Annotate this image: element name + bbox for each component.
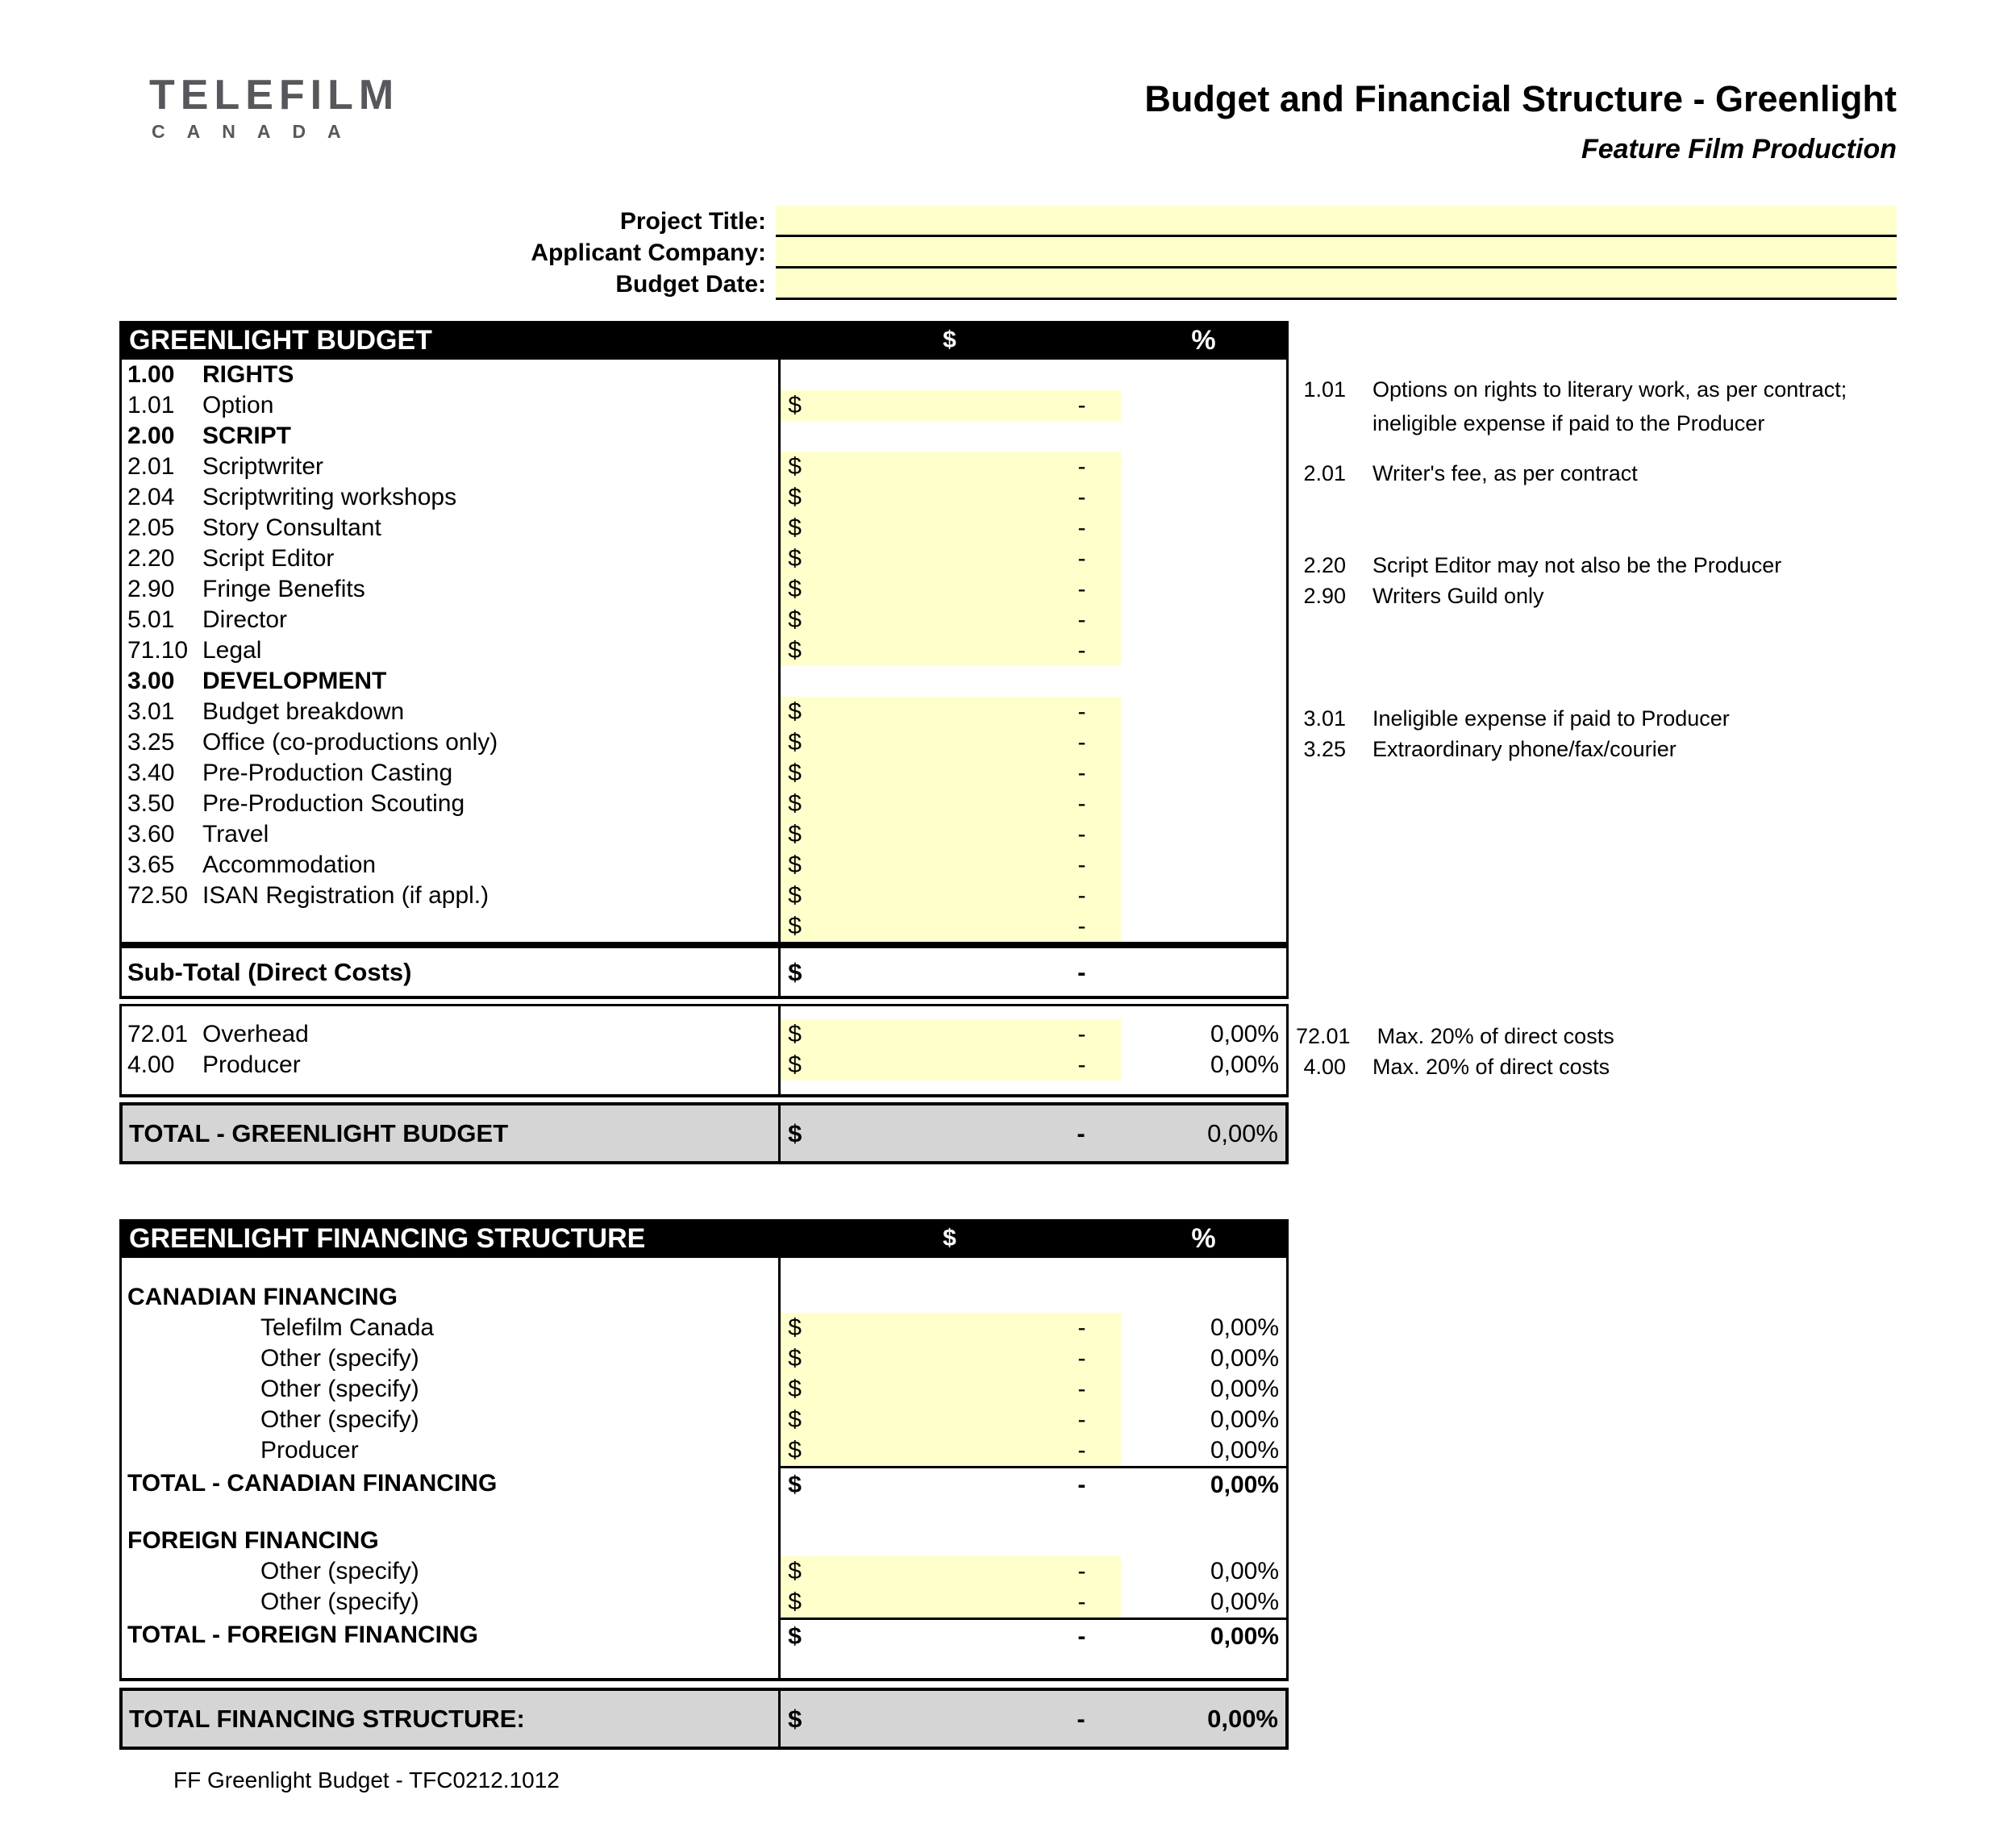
- applicant-company-input[interactable]: [776, 237, 1897, 269]
- line-description: Scriptwriter: [202, 453, 324, 480]
- line-description: Overhead: [202, 1021, 309, 1047]
- line-number: 3.65: [127, 851, 175, 878]
- line-number: 3.60: [127, 821, 175, 847]
- column-divider: [778, 360, 781, 942]
- percent-cell: [1121, 421, 1286, 452]
- dollar-sign: $: [788, 1704, 802, 1733]
- dollar-sign: $: [788, 1376, 802, 1402]
- table-row: [122, 635, 1286, 666]
- amount-input[interactable]: [779, 1587, 1121, 1618]
- table-row: [122, 1019, 1286, 1050]
- percent-cell: [1121, 727, 1286, 758]
- line-description: Travel: [202, 821, 269, 847]
- table-row: [122, 881, 1286, 911]
- dollar-sign: $: [788, 1437, 802, 1464]
- amount-input[interactable]: [779, 697, 1121, 727]
- percent-value: 0,00%: [1210, 1406, 1280, 1433]
- line-description: Budget breakdown: [202, 698, 405, 725]
- table-row: [122, 1374, 1286, 1405]
- dollar-sign: $: [788, 637, 802, 664]
- line-number: 2.01: [127, 453, 175, 480]
- dollar-sign: $: [788, 957, 802, 986]
- amount-input[interactable]: [779, 390, 1121, 421]
- empty-amount-dash: -: [1077, 1588, 1086, 1615]
- amount-input[interactable]: [779, 1435, 1121, 1466]
- dollar-sign: $: [788, 514, 802, 541]
- table-row: [122, 360, 1286, 390]
- dollar-sign: $: [788, 1021, 802, 1047]
- amount-input[interactable]: [779, 1313, 1121, 1343]
- note: [1296, 456, 1638, 490]
- line-number: 72.01: [127, 1021, 189, 1047]
- line-description: Office (co-productions only): [202, 729, 498, 756]
- line-number: 3.25: [127, 729, 175, 756]
- note-number: 2.20: [1303, 553, 1346, 577]
- note-text: Max. 20% of direct costs: [1377, 1024, 1614, 1048]
- line-description: Other (specify): [260, 1376, 419, 1402]
- empty-amount-dash: -: [1077, 514, 1086, 541]
- empty-amount-dash: -: [1077, 1471, 1086, 1498]
- line-description: Pre-Production Casting: [202, 760, 453, 786]
- dollar-sign: $: [788, 882, 802, 909]
- line-number: 2.00: [127, 423, 175, 449]
- line-number: 2.05: [127, 514, 175, 541]
- overhead-producer-section: [119, 1004, 1289, 1097]
- total-canadian-financing-row: TOTAL - CANADIAN FINANCING $ - 0,00%: [122, 1466, 1286, 1501]
- table-row: [122, 513, 1286, 543]
- percent-cell: [1121, 881, 1286, 911]
- line-description: SCRIPT: [202, 423, 292, 449]
- budget-date-label: Budget Date:: [615, 270, 766, 298]
- percent-cell: [1121, 666, 1286, 697]
- empty-amount-dash: -: [1077, 1051, 1086, 1078]
- amount-input[interactable]: [779, 543, 1121, 574]
- subtotal-label: Sub-Total (Direct Costs): [127, 957, 412, 986]
- note: [1296, 373, 1847, 440]
- amount-cell: [779, 666, 1121, 697]
- logo-wordmark: TELEFILM: [149, 72, 400, 119]
- note: [1296, 732, 1677, 766]
- table-row: [122, 390, 1286, 421]
- empty-amount-dash: -: [1077, 1622, 1086, 1650]
- note-number: 2.01: [1303, 461, 1346, 485]
- percent-value: 0,00%: [1210, 1558, 1280, 1584]
- table-row: [122, 666, 1286, 697]
- empty-amount-dash: -: [1077, 882, 1086, 909]
- project-meta-fields: [0, 206, 1897, 300]
- empty-amount-dash: -: [1077, 1704, 1085, 1733]
- empty-amount-dash: -: [1077, 729, 1086, 756]
- line-number: 4.00: [127, 1051, 175, 1078]
- line-description: Option: [202, 392, 274, 418]
- line-description: Producer: [260, 1437, 359, 1464]
- percent-cell: [1121, 789, 1286, 819]
- dollar-column-header: $: [943, 327, 956, 353]
- subtotal-row: [119, 945, 1289, 999]
- budget-table: [119, 321, 1289, 1164]
- amount-input[interactable]: [779, 1556, 1121, 1587]
- percent-cell: [1121, 360, 1286, 390]
- table-row: [122, 421, 1286, 452]
- line-description: Fringe Benefits: [202, 576, 365, 602]
- note-number: 3.25: [1303, 737, 1346, 761]
- line-number: 3.01: [127, 698, 175, 725]
- note: [1296, 548, 1781, 582]
- table-row: [122, 482, 1286, 513]
- note-text: Options on rights to literary work, as per contract; ineligible expense if paid to the Producer: [1372, 377, 1847, 435]
- empty-amount-dash: -: [1077, 576, 1086, 602]
- table-row: [122, 1050, 1286, 1080]
- table-row: [122, 605, 1286, 635]
- note-number: 72.01: [1296, 1024, 1351, 1048]
- empty-amount-dash: -: [1077, 1437, 1086, 1464]
- empty-amount-dash: -: [1077, 392, 1086, 418]
- table-row: [122, 1405, 1286, 1435]
- total-label: TOTAL - GREENLIGHT BUDGET: [129, 1118, 509, 1147]
- empty-amount-dash: -: [1077, 851, 1086, 878]
- note-text: Writers Guild only: [1372, 584, 1544, 608]
- project-title-input[interactable]: [776, 206, 1897, 237]
- budget-table-title: GREENLIGHT BUDGET: [129, 324, 432, 356]
- amount-input[interactable]: [779, 452, 1121, 482]
- amount-input[interactable]: [779, 819, 1121, 850]
- amount-input[interactable]: [779, 574, 1121, 605]
- note: [1296, 579, 1544, 613]
- line-description: Accommodation: [202, 851, 377, 878]
- note-text: Script Editor may not also be the Producer: [1372, 553, 1782, 577]
- line-description: RIGHTS: [202, 361, 294, 388]
- total-amount-cell: [779, 1105, 1121, 1161]
- column-divider: [778, 1691, 781, 1747]
- percent-value: 0,00%: [1121, 1466, 1286, 1501]
- dollar-sign: $: [788, 1118, 802, 1147]
- logo-subtext: CANADA: [152, 121, 363, 142]
- dollar-sign: $: [788, 1471, 802, 1498]
- total-financing-structure-row: [119, 1688, 1289, 1750]
- empty-amount-dash: -: [1077, 545, 1086, 572]
- line-description: Producer: [202, 1051, 301, 1078]
- percent-value: 0,00%: [1210, 1314, 1280, 1341]
- line-description: ISAN Registration (if appl.): [202, 882, 489, 909]
- empty-amount-dash: -: [1077, 1345, 1086, 1372]
- line-number: 2.04: [127, 484, 175, 510]
- amount-input[interactable]: [779, 635, 1121, 666]
- percent-cell: [1121, 543, 1286, 574]
- line-description: Other (specify): [260, 1345, 419, 1372]
- financing-table-body: [119, 1258, 1289, 1681]
- note-text: Max. 20% of direct costs: [1372, 1055, 1610, 1079]
- amount-input[interactable]: [779, 1019, 1121, 1050]
- note-text: Ineligible expense if paid to Producer: [1372, 706, 1730, 731]
- line-number: 3.50: [127, 790, 175, 817]
- note: [1296, 1019, 1614, 1053]
- dollar-sign: $: [788, 913, 802, 939]
- dollar-sign: $: [788, 1051, 802, 1078]
- foreign-financing-heading: FOREIGN FINANCING: [127, 1527, 379, 1554]
- table-row: [122, 1343, 1286, 1374]
- table-row: [122, 543, 1286, 574]
- subtotal-amount-cell: [779, 948, 1121, 996]
- note: [1296, 702, 1730, 735]
- financing-table: [119, 1219, 1289, 1750]
- table-row: [122, 758, 1286, 789]
- line-number: 3.00: [127, 668, 175, 694]
- line-number: 3.40: [127, 760, 175, 786]
- amount-input[interactable]: [779, 605, 1121, 635]
- percent-value: 0,00%: [1210, 1437, 1280, 1464]
- line-number: 1.00: [127, 361, 175, 388]
- percent-value: 0,00%: [1210, 1588, 1280, 1615]
- line-number: 1.01: [127, 392, 175, 418]
- line-number: 2.90: [127, 576, 175, 602]
- percent-cell: [1121, 948, 1286, 996]
- percent-value: 0,00%: [1210, 1021, 1280, 1047]
- empty-amount-dash: -: [1077, 1021, 1086, 1047]
- note-number: 4.00: [1303, 1055, 1346, 1079]
- dollar-sign: $: [788, 760, 802, 786]
- total-amount-cell: [779, 1466, 1121, 1501]
- empty-amount-dash: -: [1077, 821, 1086, 847]
- project-title-label: Project Title:: [619, 207, 766, 235]
- percent-cell: [1121, 390, 1286, 421]
- spacer-row: [122, 1006, 1286, 1019]
- percent-value: 0,00%: [1207, 1704, 1278, 1733]
- dollar-sign: $: [788, 1588, 802, 1615]
- dollar-sign: $: [788, 821, 802, 847]
- total-foreign-financing-row: TOTAL - FOREIGN FINANCING $ - 0,00%: [122, 1618, 1286, 1653]
- budget-date-row: [0, 269, 1897, 300]
- line-number: 2.20: [127, 545, 175, 572]
- line-number: 72.50: [127, 882, 189, 909]
- empty-amount-dash: -: [1077, 913, 1086, 939]
- note-number: 3.01: [1303, 706, 1346, 731]
- spacer-row: [122, 1501, 1286, 1526]
- note-text: Extraordinary phone/fax/courier: [1372, 737, 1677, 761]
- table-row: [122, 1313, 1286, 1343]
- amount-input[interactable]: [779, 1405, 1121, 1435]
- amount-input[interactable]: [779, 881, 1121, 911]
- amount-input[interactable]: [779, 1343, 1121, 1374]
- financing-table-header: [119, 1219, 1289, 1258]
- total-greenlight-budget-row: [119, 1102, 1289, 1164]
- dollar-sign: $: [788, 1345, 802, 1372]
- column-divider: [778, 1258, 781, 1678]
- financing-table-title: GREENLIGHT FINANCING STRUCTURE: [129, 1222, 646, 1254]
- column-divider: [778, 1105, 781, 1161]
- table-row: [122, 574, 1286, 605]
- note-number: 2.90: [1303, 584, 1346, 608]
- dollar-sign: $: [788, 1622, 802, 1650]
- line-number: 71.10: [127, 637, 189, 664]
- table-row: [122, 1556, 1286, 1587]
- percent-column-header: %: [1191, 1222, 1216, 1254]
- line-description: Other (specify): [260, 1406, 419, 1433]
- percent-value: 0,00%: [1210, 1345, 1280, 1372]
- budget-table-header: [119, 321, 1289, 360]
- spacer-row: [122, 1258, 1286, 1282]
- line-description: Pre-Production Scouting: [202, 790, 465, 817]
- percent-value: 0,00%: [1210, 1051, 1280, 1078]
- line-description: Scriptwriting workshops: [202, 484, 457, 510]
- note-number: 1.01: [1303, 377, 1346, 402]
- empty-amount-dash: -: [1077, 1376, 1086, 1402]
- amount-input[interactable]: [779, 850, 1121, 881]
- applicant-company-row: [0, 237, 1897, 269]
- amount-input[interactable]: [779, 1374, 1121, 1405]
- empty-amount-dash: -: [1077, 606, 1086, 633]
- percent-value: 0,00%: [1121, 1618, 1286, 1653]
- dollar-sign: $: [788, 851, 802, 878]
- line-description: Story Consultant: [202, 514, 381, 541]
- empty-amount-dash: -: [1077, 484, 1086, 510]
- dollar-sign: $: [788, 545, 802, 572]
- project-title-row: [0, 206, 1897, 237]
- dollar-sign: $: [788, 1406, 802, 1433]
- dollar-sign: $: [788, 392, 802, 418]
- line-description: Telefilm Canada: [260, 1314, 435, 1341]
- line-description: Director: [202, 606, 288, 633]
- amount-cell: [779, 360, 1121, 390]
- amount-input[interactable]: [779, 482, 1121, 513]
- amount-input[interactable]: [779, 758, 1121, 789]
- percent-column-header: %: [1191, 324, 1216, 356]
- table-row: [122, 452, 1286, 482]
- total-label: TOTAL FINANCING STRUCTURE:: [129, 1704, 525, 1733]
- table-row: [122, 1587, 1286, 1618]
- amount-cell: [779, 421, 1121, 452]
- table-row: [122, 1435, 1286, 1466]
- percent-value: 0,00%: [1210, 1376, 1280, 1402]
- empty-amount-dash: -: [1077, 957, 1086, 986]
- page-subtitle: Feature Film Production: [1581, 133, 1897, 164]
- percent-cell: [1121, 758, 1286, 789]
- line-description: Legal: [202, 637, 262, 664]
- total-amount-cell: [779, 1691, 1121, 1747]
- amount-input[interactable]: [779, 1050, 1121, 1080]
- dollar-sign: $: [788, 1314, 802, 1341]
- empty-amount-dash: -: [1077, 1314, 1086, 1341]
- percent-cell: [1121, 635, 1286, 666]
- page-title: Budget and Financial Structure - Greenlight: [1144, 78, 1897, 119]
- note: [1296, 1050, 1610, 1084]
- dollar-sign: $: [788, 453, 802, 480]
- empty-amount-dash: -: [1077, 698, 1086, 725]
- amount-input[interactable]: [779, 911, 1121, 942]
- percent-cell: [1121, 850, 1286, 881]
- empty-amount-dash: -: [1077, 790, 1086, 817]
- percent-cell: [1121, 697, 1286, 727]
- applicant-company-label: Applicant Company:: [531, 239, 766, 266]
- note-text: Writer's fee, as per contract: [1372, 461, 1638, 485]
- empty-amount-dash: -: [1077, 453, 1086, 480]
- dollar-column-header: $: [943, 1225, 956, 1251]
- column-divider: [778, 1006, 781, 1094]
- spacer-row: [122, 1080, 1286, 1094]
- telefilm-canada-logo: [149, 74, 399, 141]
- form-id-footer: FF Greenlight Budget - TFC0212.1012: [173, 1767, 560, 1792]
- percent-cell: [1121, 605, 1286, 635]
- total-amount-cell: [779, 1618, 1121, 1653]
- table-row: [122, 697, 1286, 727]
- line-number: 5.01: [127, 606, 175, 633]
- budget-table-body: [119, 360, 1289, 945]
- empty-amount-dash: -: [1077, 637, 1086, 664]
- table-row: [122, 727, 1286, 758]
- percent-value: 0,00%: [1207, 1118, 1278, 1147]
- empty-amount-dash: -: [1077, 1118, 1085, 1147]
- line-description: Script Editor: [202, 545, 335, 572]
- dollar-sign: $: [788, 729, 802, 756]
- line-description: Other (specify): [260, 1588, 419, 1615]
- column-divider: [778, 948, 781, 996]
- empty-amount-dash: -: [1077, 760, 1086, 786]
- percent-cell: [1121, 513, 1286, 543]
- dollar-sign: $: [788, 790, 802, 817]
- dollar-sign: $: [788, 1558, 802, 1584]
- percent-cell: [1121, 911, 1286, 942]
- amount-input[interactable]: [779, 513, 1121, 543]
- percent-cell: [1121, 819, 1286, 850]
- line-description: Other (specify): [260, 1558, 419, 1584]
- dollar-sign: $: [788, 576, 802, 602]
- percent-cell: [1121, 574, 1286, 605]
- table-row: [122, 789, 1286, 819]
- dollar-sign: $: [788, 698, 802, 725]
- table-row: [122, 819, 1286, 850]
- line-description: DEVELOPMENT: [202, 668, 387, 694]
- budget-date-input[interactable]: [776, 269, 1897, 300]
- percent-cell: [1121, 482, 1286, 513]
- empty-amount-dash: -: [1077, 1406, 1086, 1433]
- dollar-sign: $: [788, 484, 802, 510]
- table-row: [122, 850, 1286, 881]
- table-row: [122, 911, 1286, 942]
- amount-input[interactable]: [779, 727, 1121, 758]
- percent-cell: [1121, 452, 1286, 482]
- document-titles: [1144, 79, 1897, 165]
- dollar-sign: $: [788, 606, 802, 633]
- canadian-financing-heading: CANADIAN FINANCING: [127, 1284, 398, 1310]
- empty-amount-dash: -: [1077, 1558, 1086, 1584]
- amount-input[interactable]: [779, 789, 1121, 819]
